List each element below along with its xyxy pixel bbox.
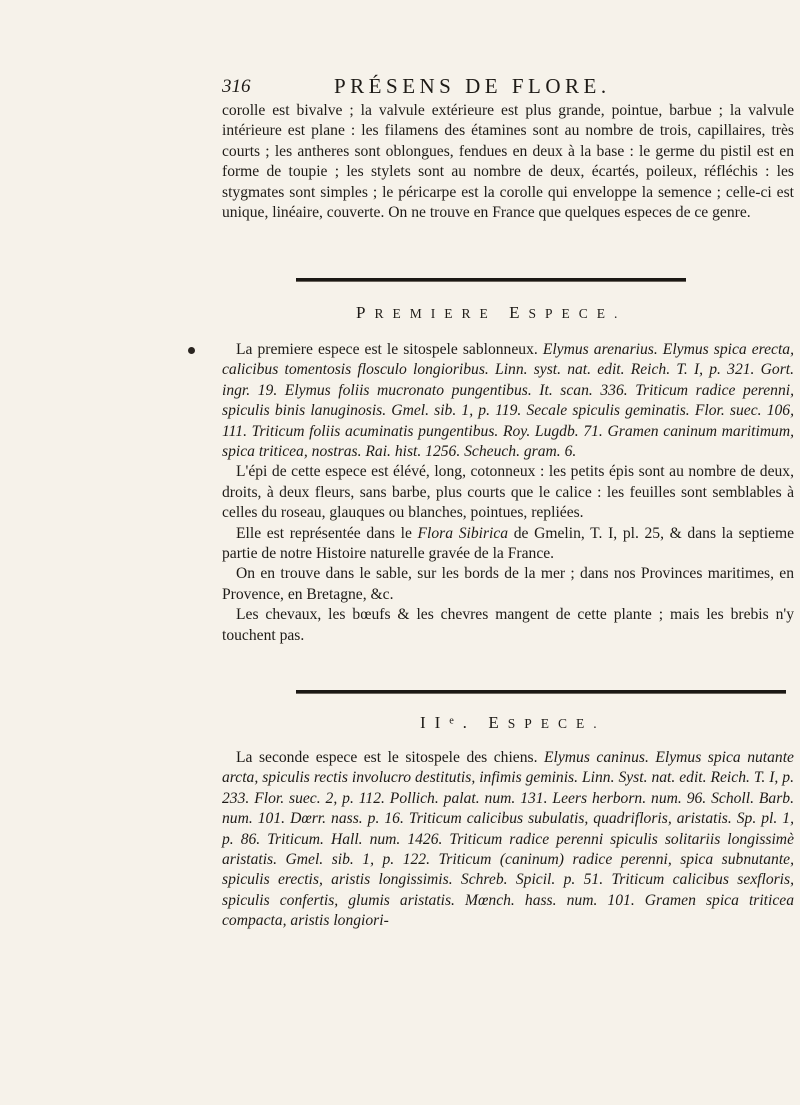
section-title-seconde-espece: IIᵉ. ESPECE. — [420, 713, 606, 732]
paragraph-representation: Elle est représentée dans le Flora Sibirica de Gmelin, T. I, pl. 25, & dans la septieme partie de notre Histoire naturelle gravée de la France. — [222, 524, 794, 563]
section-seconde-espece — [222, 748, 794, 932]
section-divider — [296, 690, 786, 694]
paragraph-habitat: On en trouve dans le sable, sur les bords de la mer ; dans nos Provinces maritimes, en Provence, en Bretagne, &c. — [222, 565, 794, 603]
section-premiere-espece — [222, 340, 794, 646]
species-description: La premiere espece est le sitospele sablonneux. Elymus arenarius. Elymus spica erecta, calicibus tomentosis flosculo longioribus. Linn. syst. nat. edit. Reich. T. I, p. 321. Gort. ingr. 19. Elymus foliis mucronato pungentibus. It. scan. 336. Triticum radice perenni, spiculis binis lanuginosis. Gmel. sib. 1, p. 119. Secale spiculis geminatis. Flor. suec. 106, 111. Triticum foliis acuminatis pungentibus. Roy. Lugdb. 71. Gramen caninum maritimum, spica triticea, nostras. Rai. hist. 1256. Scheuch. gram. 6. — [222, 341, 794, 461]
running-title: PRÉSENS DE FLORE. — [334, 74, 611, 98]
intro-paragraph — [222, 101, 794, 223]
section-divider — [296, 278, 686, 282]
paragraph-epi: L'épi de cette espece est élévé, long, cotonneux : les petits épis sont au nombre de deux, droits, à deux fleurs, sans barbe, plus courts que le calice : les feuilles sont semblables à celles du roseau, glauques ou blanches, pointues, repliées. — [222, 463, 794, 522]
intro-text: corolle est bivalve ; la valvule extérieure est plus grande, pointue, barbue ; la valvule intérieure est plane : les filamens des étamines sont au nombre de trois, capillaires, très courts ; les antheres sont oblongues, fendues en deux à la base : le germe du pistil est en forme de toupie ; les stylets sont au nombre de deux, écartés, poileux, réfléchis : les stygmates sont simples ; le péricarpe est la corolle qui enveloppe la semence ; celle-ci est unique, linéaire, couverte. On ne trouve en France que quelques especes de ce genre. — [222, 102, 794, 222]
page-header — [222, 74, 790, 104]
ink-dot-mark — [188, 347, 195, 354]
species-description: La seconde espece est le sitospele des chiens. Elymus caninus. Elymus spica nutante arcta, spiculis rectis involucro destitutis, infimis geminis. Linn. Syst. nat. edit. Reich. T. I, p. 233. Flor. suec. 2, p. 112. Pollich. palat. num. 131. Leers herborn. num. 96. Scholl. Barb. num. 101. Dœrr. nass. p. 16. Triticum calicibus subulatis, quadrifloris, aristatis. Sp. pl. 1, p. 86. Triticum. Hall. num. 1426. Triticum radice perenni spiculis solitariis longissimè aristatis. Gmel. sib. 1, p. 122. Triticum (caninum) radice perenni, spica subnutante, spiculis erectis, aristis longissimis. Schreb. Spicil. p. 51. Triticum calicibus sexfloris, spiculis confertis, glumis aristatis. Mœnch. hass. num. 101. Gramen spica triticea compacta, aristis longiori- — [222, 749, 794, 930]
paragraph-usage: Les chevaux, les bœufs & les chevres mangent de cette plante ; mais les brebis n'y touchent pas. — [222, 606, 794, 644]
page-number: 316 — [222, 76, 251, 97]
section-title-premiere-espece: PREMIERE ESPECE. — [356, 303, 627, 322]
